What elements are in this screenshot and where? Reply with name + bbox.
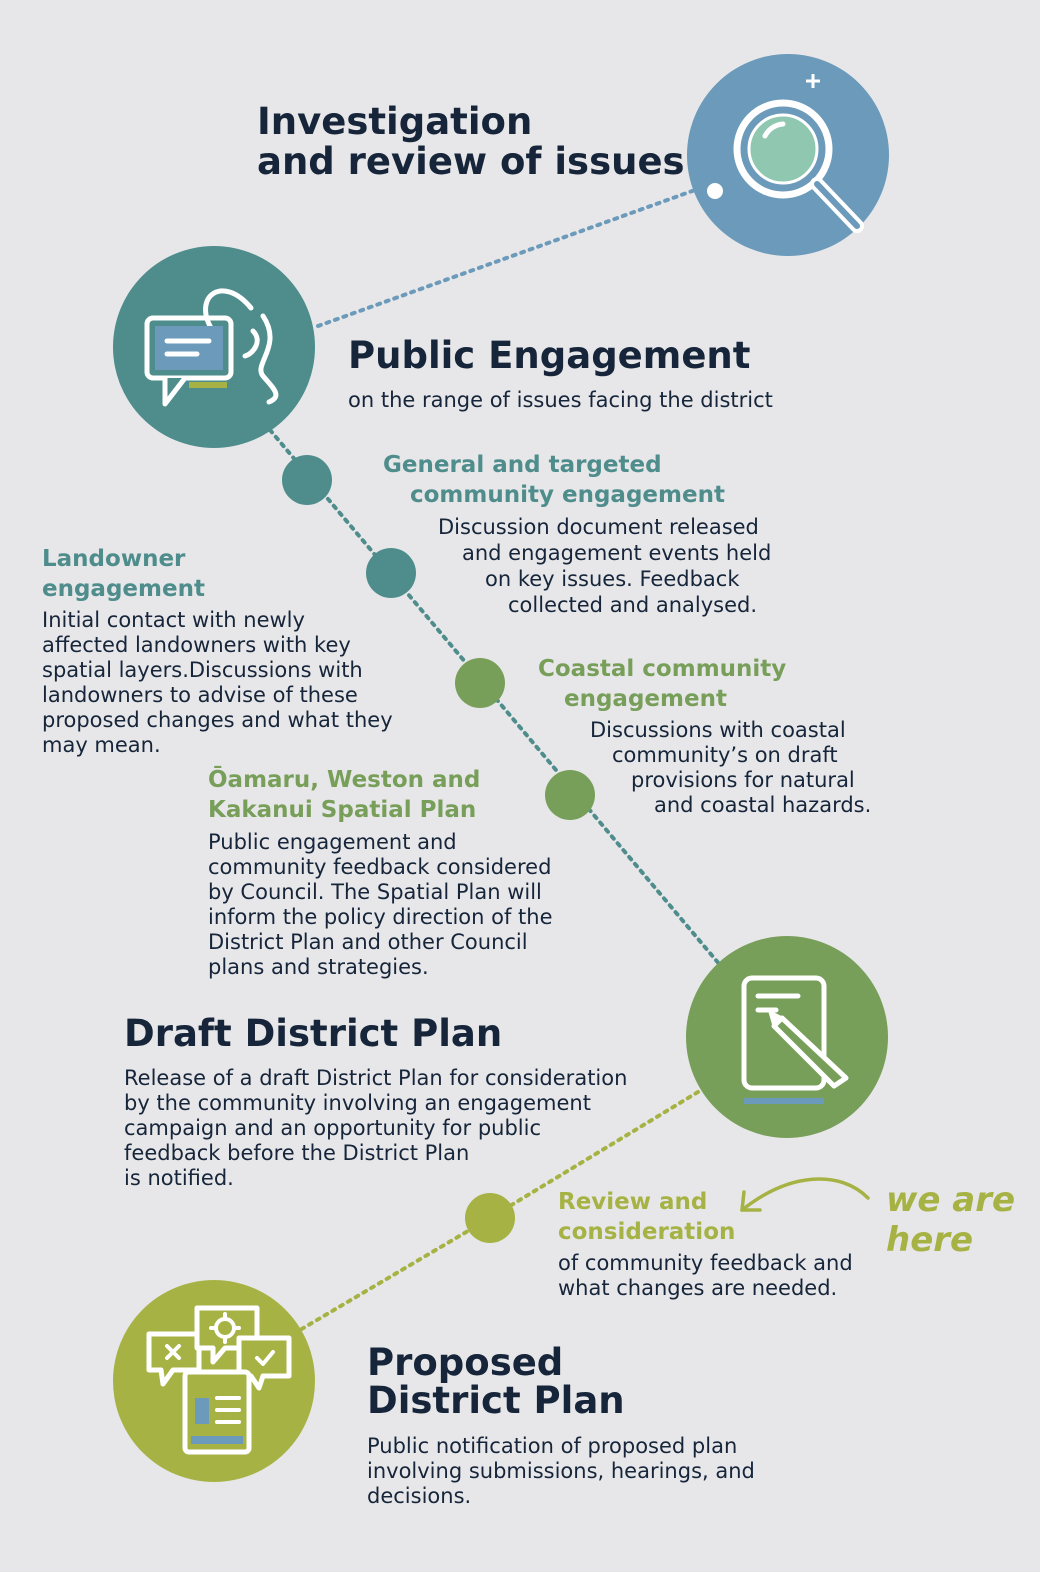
feedback-bubbles-icon (113, 1280, 315, 1482)
step-dot-3 (455, 658, 505, 708)
public-engagement-title: Public Engagement (348, 334, 751, 377)
review-text: of community feedback and what changes are needed. (558, 1251, 853, 1300)
connector-investigation-engagement (318, 190, 695, 326)
landowner-text: Initial contact with newly affected landowners with key spatial layers.Discussions with landowners to advise of these proposed changes and what they may mean. (42, 608, 393, 757)
general-title: General and targeted community engagement (383, 452, 725, 508)
draft-plan-title: Draft District Plan (124, 1012, 503, 1055)
general-text: Discussion document released and engagement events held on key issues. Feedback collected and analysed. (438, 515, 772, 617)
magnifier-icon (687, 54, 889, 256)
proposed-plan-text: Public notification of proposed plan involving submissions, hearings, and decisions. (367, 1434, 755, 1508)
step-dot-review (465, 1193, 515, 1243)
proposed-plan-circle (113, 1280, 315, 1482)
coastal-text: Discussions with coastal community’s on draft provisions for natural and coastal hazards. (590, 718, 872, 817)
we-are-here-label: we are here (886, 1180, 1016, 1260)
speech-ear-icon (113, 246, 315, 448)
investigation-circle (687, 54, 889, 256)
step-dot-1 (282, 455, 332, 505)
spatial-plan-title: Ōamaru, Weston and Kakanui Spatial Plan (208, 767, 481, 823)
public-engagement-circle (113, 246, 315, 448)
proposed-plan-title: Proposed District Plan (367, 1341, 625, 1422)
connector-review-proposed (300, 1218, 490, 1330)
landowner-title: Landowner engagement (42, 546, 205, 602)
draft-plan-circle (686, 936, 888, 1138)
public-engagement-block (348, 336, 773, 413)
investigation-title: Investigation and review of issues (257, 100, 685, 183)
document-pencil-icon (686, 936, 888, 1138)
step-dot-4 (545, 770, 595, 820)
coastal-title: Coastal community engagement (538, 656, 787, 712)
step-dot-2 (366, 548, 416, 598)
review-title: Review and consideration (558, 1189, 736, 1245)
public-engagement-subtitle: on the range of issues facing the district (348, 388, 773, 412)
spatial-plan-text: Public engagement and community feedback considered by Council. The Spatial Plan will inform the policy direction of the District Plan and other Council plans and strategies. (208, 830, 553, 979)
draft-plan-text: Release of a draft District Plan for consideration by the community involving an engagement campaign and an opportunity for public feedback before the District Plan is notified. (124, 1066, 628, 1190)
curved-arrow-icon (742, 1179, 868, 1210)
